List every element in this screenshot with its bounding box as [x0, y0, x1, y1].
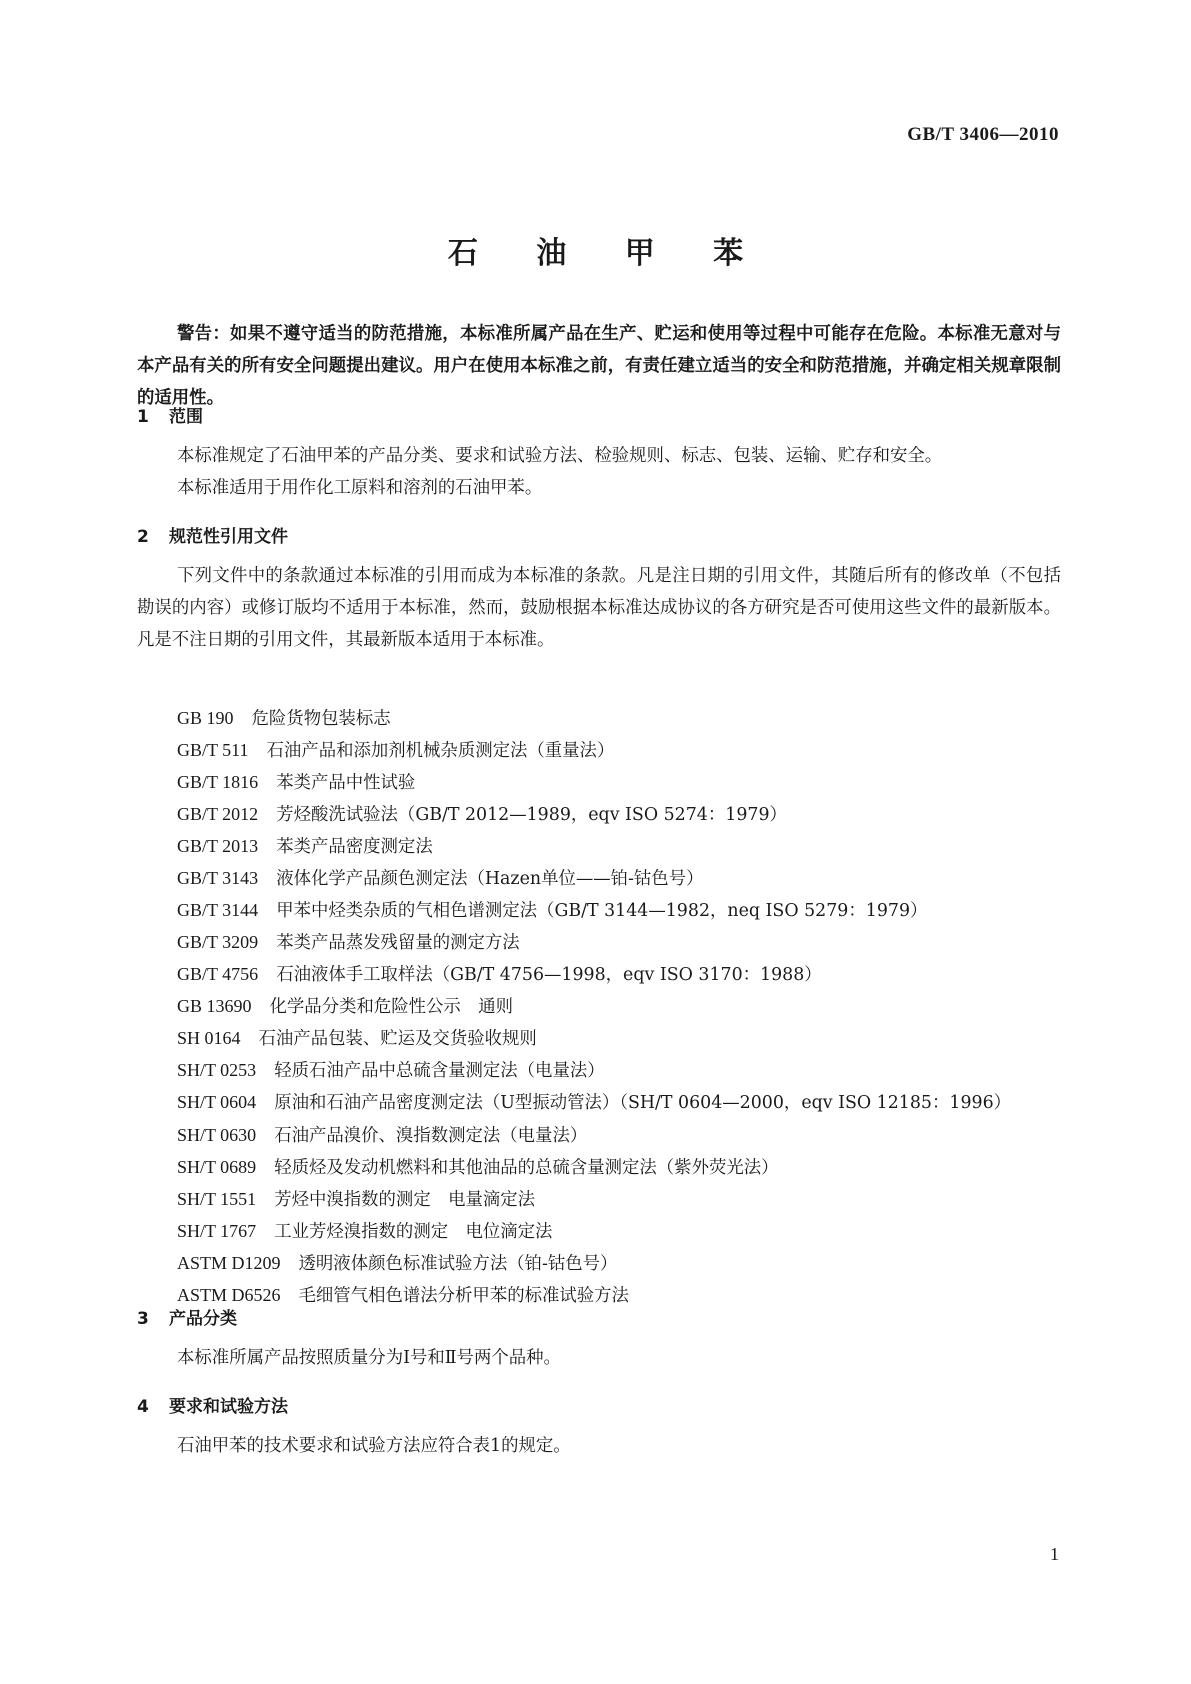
- reference-code: GB/T 3144: [177, 900, 259, 920]
- section-title: 规范性引用文件: [169, 527, 288, 547]
- reference-code: GB/T 2013: [177, 836, 259, 856]
- reference-title: 甲苯中烃类杂质的气相色谱测定法（GB/T 3144—1982，neq ISO 5279：1979）: [276, 901, 928, 921]
- reference-code: SH/T 1551: [177, 1189, 257, 1209]
- section-number: 1: [137, 407, 149, 427]
- section-3-paragraph-1: 本标准所属产品按照质量分为Ⅰ号和Ⅱ号两个品种。: [177, 1348, 561, 1368]
- reference-item: [137, 1279, 1061, 1311]
- reference-item: [137, 798, 1061, 830]
- reference-item: [137, 1183, 1061, 1215]
- reference-code: GB/T 2012: [177, 804, 259, 824]
- reference-title: 苯类产品密度测定法: [276, 837, 433, 857]
- section-title: 范围: [169, 407, 203, 427]
- reference-title: 苯类产品蒸发残留量的测定方法: [276, 933, 520, 953]
- section-2-paragraph-1: 下列文件中的条款通过本标准的引用而成为本标准的条款。凡是注日期的引用文件，其随后所有的修改单（不包括勘误的内容）或修订版均不适用于本标准，然而，鼓励根据本标准达成协议的各方研究是否可使用这些文件的最新版本。凡是不注日期的引用文件，其最新版本适用于本标准。: [137, 566, 1061, 650]
- reference-title: 石油液体手工取样法（GB/T 4756—1998，eqv ISO 3170：1988）: [276, 965, 822, 985]
- reference-code: SH/T 0630: [177, 1125, 257, 1145]
- reference-item: [137, 1086, 1061, 1119]
- reference-item: [137, 926, 1061, 958]
- reference-code: ASTM D6526: [177, 1285, 281, 1305]
- section-number: 2: [137, 527, 149, 547]
- reference-item: [137, 702, 1061, 734]
- reference-code: SH/T 0253: [177, 1060, 257, 1080]
- reference-item: [137, 766, 1061, 798]
- section-4-heading: [137, 1392, 288, 1417]
- section-1-paragraph-2: 本标准适用于用作化工原料和溶剂的石油甲苯。: [177, 478, 543, 498]
- section-number: 4: [137, 1397, 149, 1417]
- reference-title: 化学品分类和危险性公示 通则: [269, 997, 513, 1017]
- reference-title: 石油产品溴价、溴指数测定法（电量法）: [274, 1126, 588, 1146]
- section-1-paragraph-1: 本标准规定了石油甲苯的产品分类、要求和试验方法、检验规则、标志、包装、运输、贮存和安全。: [177, 446, 943, 466]
- section-number: 3: [137, 1309, 149, 1329]
- reference-code: GB 190: [177, 708, 234, 728]
- document-title: 石 油 甲 苯: [447, 236, 768, 271]
- reference-list: [137, 702, 1061, 1311]
- reference-title: 危险货物包装标志: [251, 709, 391, 729]
- reference-title: 芳烃酸洗试验法（GB/T 2012—1989，eqv ISO 5274：1979）: [276, 805, 787, 825]
- reference-item: [137, 990, 1061, 1022]
- reference-item: [137, 830, 1061, 862]
- page-number: 1: [1050, 1544, 1059, 1564]
- reference-title: 芳烃中溴指数的测定 电量滴定法: [274, 1190, 536, 1210]
- reference-item: [137, 894, 1061, 926]
- reference-title: 苯类产品中性试验: [276, 773, 416, 793]
- reference-code: ASTM D1209: [177, 1253, 281, 1273]
- reference-code: GB/T 511: [177, 740, 249, 760]
- reference-item: [137, 1215, 1061, 1247]
- reference-item: [137, 1247, 1061, 1279]
- reference-title: 轻质烃及发动机燃料和其他油品的总硫含量测定法（紫外荧光法）: [274, 1158, 779, 1178]
- reference-title: 工业芳烃溴指数的测定 电位滴定法: [274, 1222, 553, 1242]
- reference-title: 毛细管气相色谱法分析甲苯的标准试验方法: [298, 1286, 629, 1306]
- reference-title: 原油和石油产品密度测定法（U型振动管法）（SH/T 0604—2000，eqv ISO 12185：1996）: [274, 1093, 1012, 1113]
- section-title: 产品分类: [169, 1309, 237, 1329]
- section-title: 要求和试验方法: [169, 1397, 288, 1417]
- reference-title: 石油产品包装、贮运及交货验收规则: [258, 1029, 537, 1049]
- reference-code: GB/T 3209: [177, 932, 259, 952]
- reference-code: SH 0164: [177, 1028, 241, 1048]
- reference-item: [137, 862, 1061, 894]
- reference-code: GB/T 1816: [177, 772, 259, 792]
- reference-code: SH/T 1767: [177, 1221, 257, 1241]
- reference-code: SH/T 0604: [177, 1092, 257, 1112]
- reference-title: 轻质石油产品中总硫含量测定法（电量法）: [274, 1061, 605, 1081]
- reference-code: SH/T 0689: [177, 1157, 257, 1177]
- reference-item: [137, 1054, 1061, 1086]
- reference-item: [137, 1119, 1061, 1151]
- section-3-heading: [137, 1304, 237, 1329]
- reference-item: [137, 1151, 1061, 1183]
- section-2-heading: [137, 522, 288, 547]
- reference-code: GB/T 3143: [177, 868, 259, 888]
- reference-title: 石油产品和添加剂机械杂质测定法（重量法）: [266, 741, 615, 761]
- reference-item: [137, 1022, 1061, 1054]
- section-1-heading: [137, 402, 203, 427]
- reference-item: [137, 734, 1061, 766]
- section-4-paragraph-1: 石油甲苯的技术要求和试验方法应符合表1的规定。: [177, 1436, 571, 1456]
- reference-title: 液体化学产品颜色测定法（Hazen单位——铂-钴色号）: [276, 869, 704, 889]
- standard-code: GB/T 3406—2010: [907, 124, 1059, 145]
- reference-code: GB/T 4756: [177, 964, 259, 984]
- warning-paragraph: 警告：如果不遵守适当的防范措施，本标准所属产品在生产、贮运和使用等过程中可能存在危险。本标准无意对与本产品有关的所有安全问题提出建议。用户在使用本标准之前，有责任建立适当的安全和防范措施，并确定相关规章限制的适用性。: [137, 324, 1061, 408]
- reference-item: [137, 958, 1061, 990]
- reference-code: GB 13690: [177, 996, 252, 1016]
- reference-title: 透明液体颜色标准试验方法（铂-钴色号）: [298, 1254, 618, 1274]
